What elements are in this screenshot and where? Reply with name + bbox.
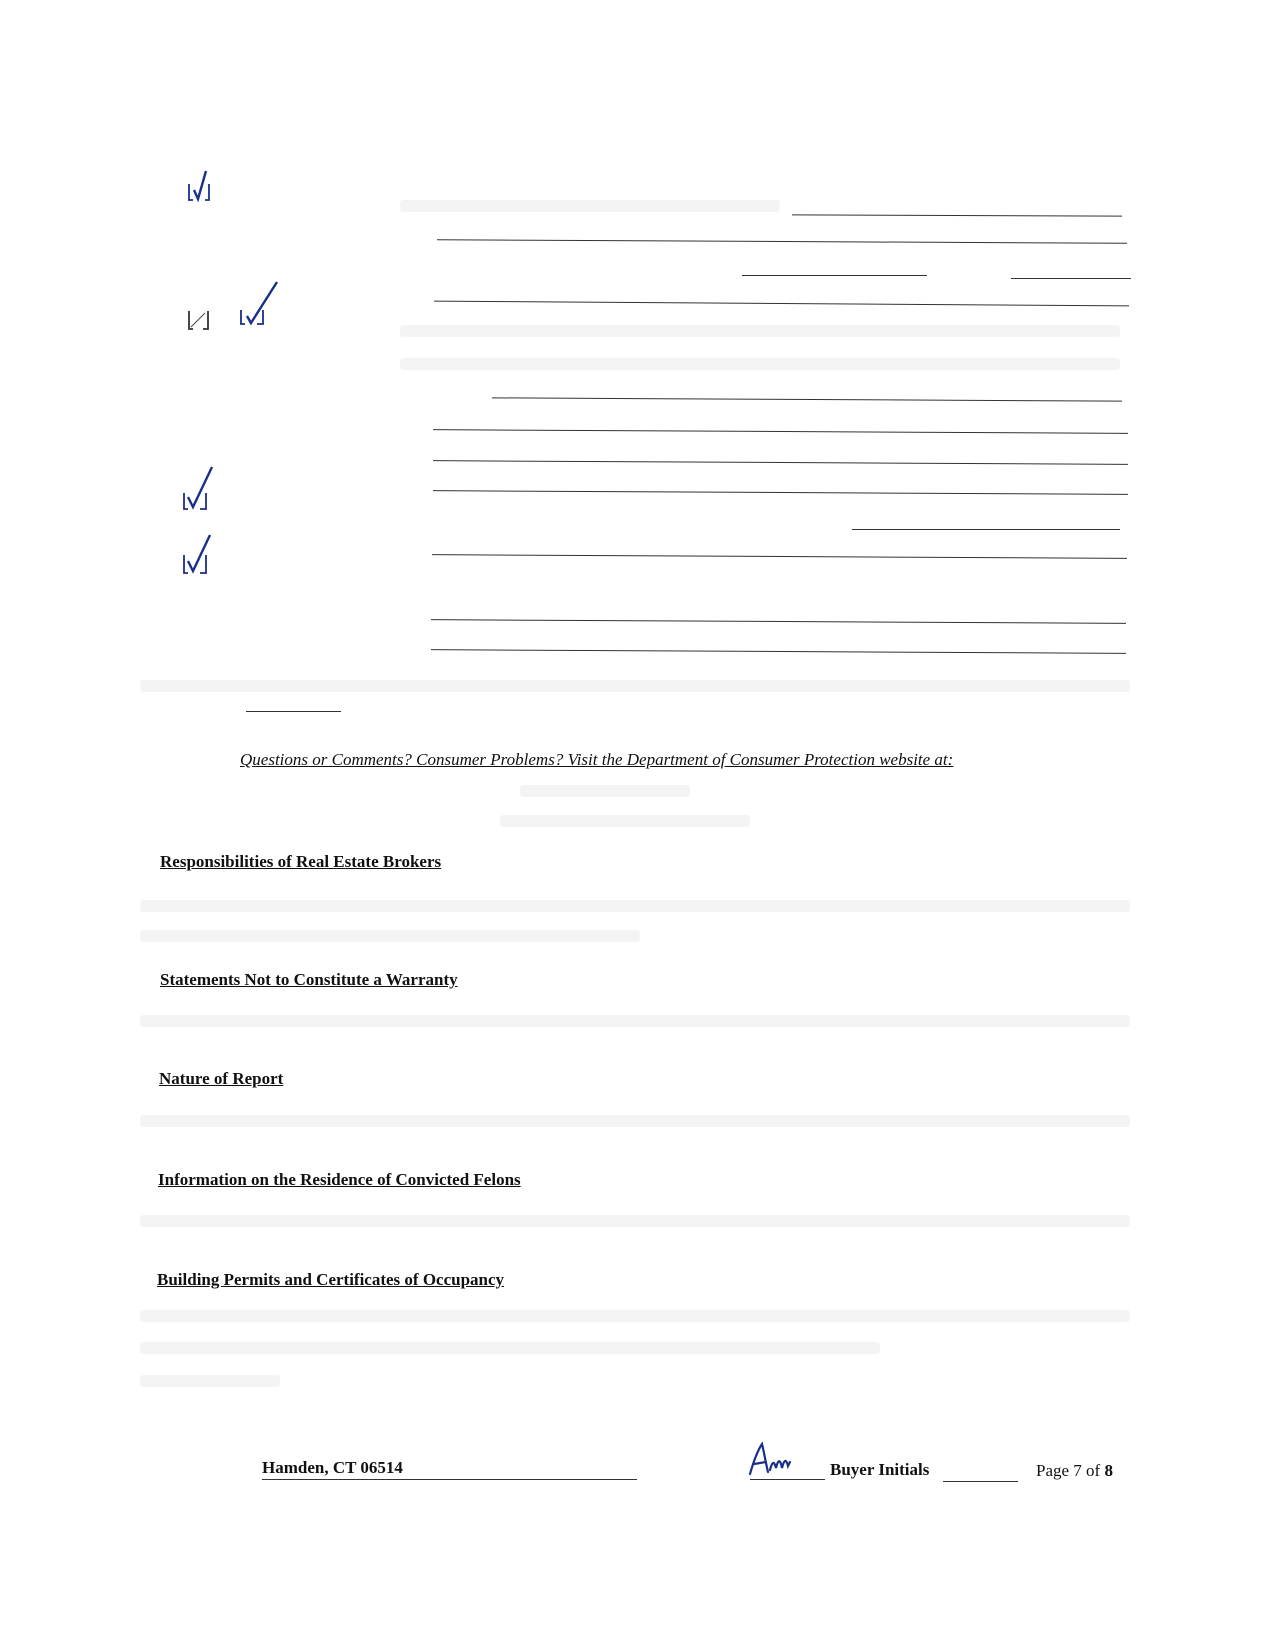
fill-line[interactable] (432, 554, 1127, 559)
fill-line[interactable] (852, 529, 1120, 530)
page-number (1036, 1461, 1113, 1481)
checkbox-row2-second[interactable] (237, 280, 287, 330)
faint-text (140, 1215, 1130, 1227)
faint-text (520, 785, 690, 797)
fill-line[interactable] (433, 490, 1128, 495)
heading-responsibilities: Responsibilities of Real Estate Brokers (160, 852, 442, 871)
faint-text (140, 1342, 880, 1354)
checkmark-icon (194, 171, 206, 199)
initials-signature (744, 1440, 824, 1482)
fill-line[interactable] (742, 275, 927, 276)
faint-text (140, 1310, 1130, 1322)
checkbox-row3[interactable] (180, 465, 220, 515)
checkbox-row1[interactable] (185, 168, 225, 208)
faint-text (140, 1015, 1130, 1027)
heading-nature-of-report: Nature of Report (159, 1069, 284, 1088)
heading-convicted-felons: Information on the Residence of Convicted Felons (158, 1170, 521, 1189)
fill-line[interactable] (1011, 278, 1131, 279)
checkbox-row4[interactable] (180, 533, 220, 583)
fill-line[interactable] (437, 239, 1127, 244)
page-number-prefix: Page 7 of (1036, 1461, 1105, 1480)
faint-text (400, 200, 780, 212)
checkbox-row2-first[interactable] (185, 303, 221, 339)
page-total: 8 (1104, 1461, 1113, 1480)
heading-building-permits: Building Permits and Certificates of Occupancy (157, 1270, 505, 1289)
fill-line[interactable] (434, 301, 1129, 307)
fill-line[interactable] (492, 397, 1122, 401)
checkmark-icon (247, 282, 277, 323)
faint-text (140, 900, 1130, 912)
faint-text (140, 930, 640, 942)
fill-line[interactable] (792, 214, 1122, 216)
fill-line[interactable] (433, 429, 1128, 434)
buyer-initials-label: Buyer Initials (830, 1460, 930, 1479)
faint-text (140, 680, 1130, 692)
fill-line[interactable] (431, 619, 1126, 624)
fill-line[interactable] (431, 649, 1126, 654)
consumer-protection-notice: Questions or Comments? Consumer Problems? Visit the Department of Consumer Protection website at: (240, 750, 954, 769)
buyer-initials-line[interactable] (943, 1481, 1018, 1482)
footer-address: Hamden, CT 06514 (262, 1458, 403, 1477)
checkmark-icon (188, 467, 212, 507)
fill-line[interactable] (433, 460, 1128, 465)
faint-text (400, 325, 1120, 337)
faint-text (400, 358, 1120, 370)
footer-address-line (262, 1479, 637, 1480)
fill-line[interactable] (246, 711, 341, 712)
seller-initials-line[interactable] (750, 1479, 825, 1480)
faint-text (140, 1375, 280, 1387)
faint-text (500, 815, 750, 827)
heading-warranty: Statements Not to Constitute a Warranty (160, 970, 458, 989)
faint-text (140, 1115, 1130, 1127)
